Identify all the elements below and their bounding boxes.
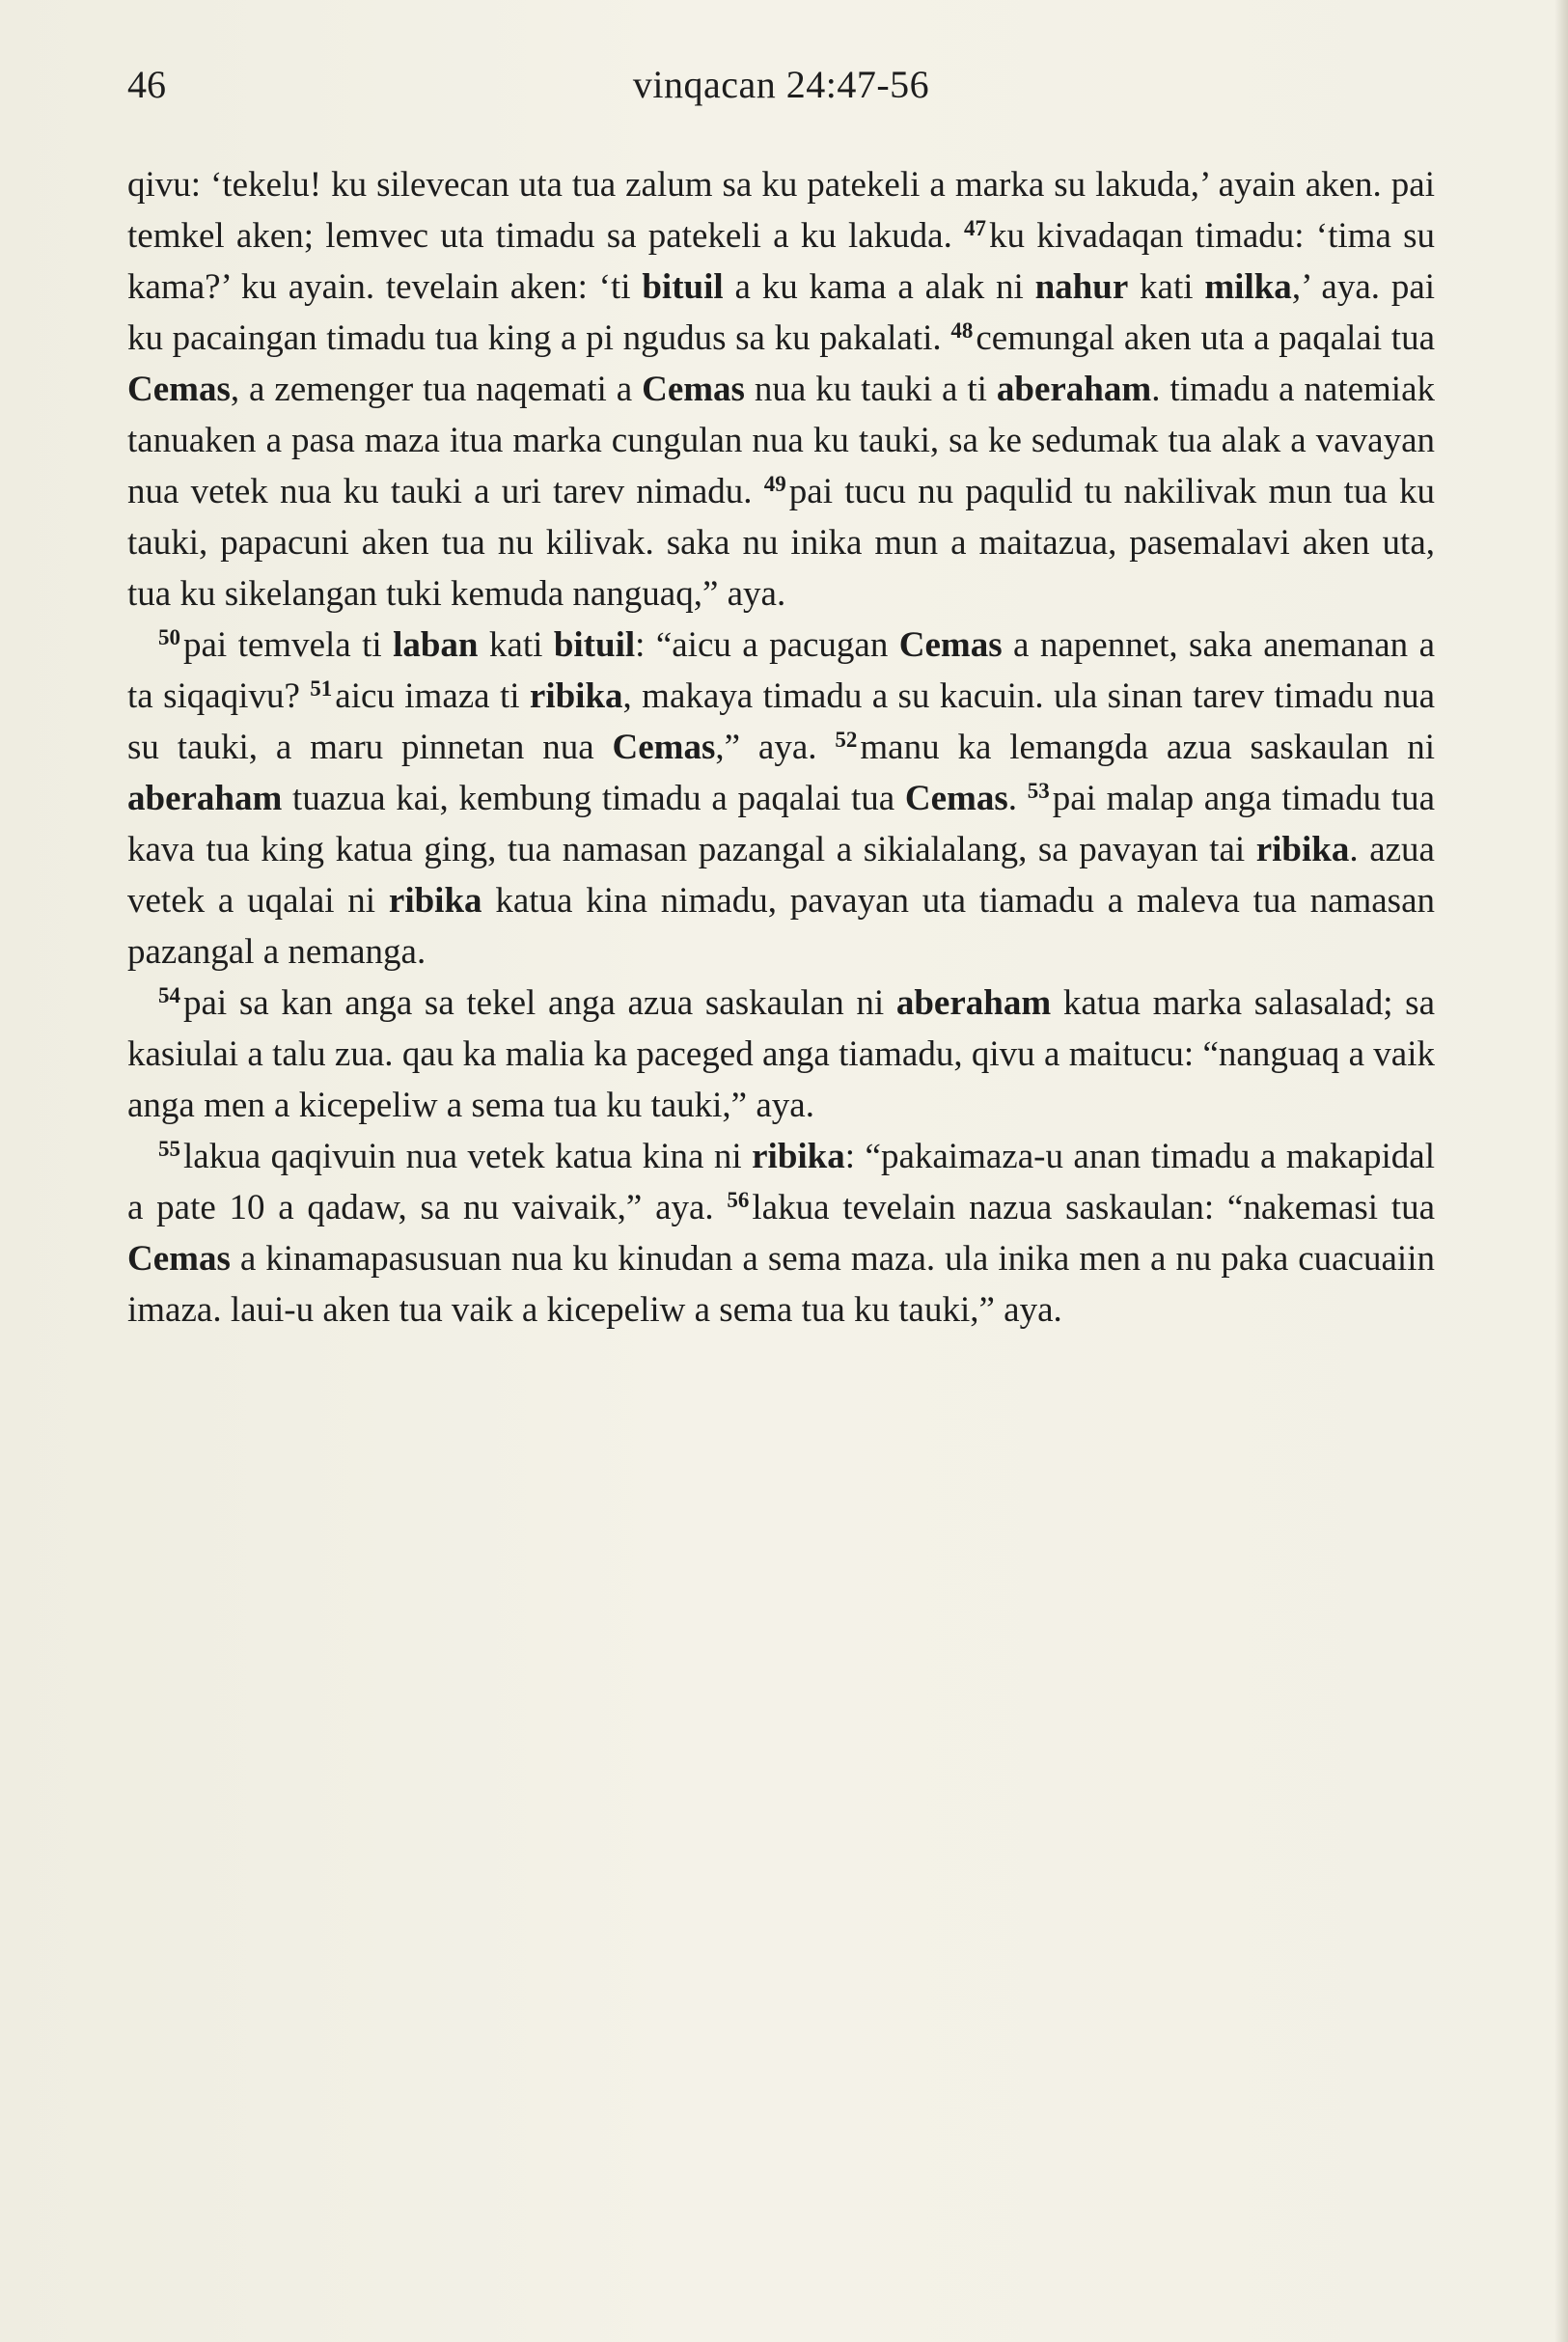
bold-name: Cemas xyxy=(642,370,745,409)
text-run: , makaya timadu a su kacuin. ula sinan tarev timadu nua su tauki, a maru pinnetan nua xyxy=(127,676,1435,767)
verse-number: 52 xyxy=(835,728,858,752)
text-run: kati xyxy=(478,625,554,665)
text-run: pai sa kan anga sa tekel anga azua saskaulan ni xyxy=(183,983,896,1023)
bold-name: Cemas xyxy=(904,779,1008,818)
text-run: : “aicu a pacugan xyxy=(635,625,899,665)
bold-name: ribika xyxy=(388,881,482,921)
text-run: katua kina nimadu, pavayan uta tiamadu a maleva tua namasan pazangal a nemanga. xyxy=(127,881,1436,972)
text-run: aicu imaza ti xyxy=(335,676,530,716)
text-run: kati xyxy=(1128,267,1205,307)
text-run: . timadu a natemiak tanuaken a pasa maza itua marka cungulan nua ku tauki, sa ke sedumak tua alak a vavayan nua vetek nua ku tauki a uri tarev nimadu. xyxy=(127,370,1435,511)
page-edge xyxy=(1554,0,1568,2342)
page-number: 46 xyxy=(127,63,166,106)
verse-number: 49 xyxy=(763,472,786,496)
text-run: manu ka lemangda azua saskaulan ni xyxy=(860,728,1436,767)
text-run: ku kivadaqan timadu: ‘tima su kama?’ ku ayain. tevelain aken: ‘ti xyxy=(127,216,1436,307)
body-text xyxy=(127,159,1435,1336)
verse-number: 50 xyxy=(158,625,180,649)
text-run: a kinamapasusuan nua ku kinudan a sema maza. ula inika men a nu paka cuacuaiin imaza. laui-u aken tua vaik a kicepeliw a sema tua ku tauki,” aya. xyxy=(127,1239,1435,1330)
bold-name: Cemas xyxy=(898,625,1003,665)
page-header xyxy=(127,56,1435,114)
text-run: ,’ aya. pai ku pacaingan timadu tua king a pi ngudus sa ku pakalati. xyxy=(127,267,1436,358)
bold-name: laban xyxy=(393,625,479,665)
paragraph xyxy=(127,620,1435,978)
bold-name: bituil xyxy=(642,267,724,307)
bold-name: Cemas xyxy=(127,370,231,409)
text-run: lakua qaqivuin nua vetek katua kina ni xyxy=(183,1137,753,1176)
bold-name: milka xyxy=(1204,267,1292,307)
verse-number: 53 xyxy=(1027,779,1050,803)
verse-number: 56 xyxy=(727,1188,750,1212)
bold-name: aberaham xyxy=(127,779,283,818)
paragraph xyxy=(127,159,1435,620)
bold-name: ribika xyxy=(529,676,623,716)
bold-name: ribika xyxy=(752,1137,845,1176)
text-run: a napennet, saka anemanan a ta siqaqivu? xyxy=(127,625,1435,716)
text-run: : “pakaimaza-u anan timadu a makapidal a pate 10 a qadaw, sa nu vaivaik,” aya. xyxy=(127,1137,1435,1227)
verse-number: 51 xyxy=(310,676,333,701)
paragraph xyxy=(127,978,1435,1131)
text-run: cemungal aken uta a paqalai tua xyxy=(976,318,1436,358)
text-run: katua marka salasalad; sa kasiulai a talu zua. qau ka malia ka paceged anga tiamadu, qivu a maitucu: “nanguaq a vaik anga men a kicepeliw a sema tua ku tauki,” aya. xyxy=(127,983,1435,1125)
text-run: pai temvela ti xyxy=(183,625,394,665)
bold-name: aberaham xyxy=(895,983,1052,1023)
bold-name: ribika xyxy=(1255,830,1350,869)
text-run: pai tucu nu paqulid tu nakilivak mun tua ku tauki, papacuni aken tua nu kilivak. saka nu inika mun a maitazua, pasemalavi aken uta, tua ku sikelangan tuki kemuda nanguaq,” aya. xyxy=(127,472,1435,614)
text-run: ,” aya. xyxy=(715,728,836,767)
bold-name: Cemas xyxy=(612,728,716,767)
verse-number: 55 xyxy=(158,1137,180,1161)
text-run: . xyxy=(1007,779,1028,818)
bold-name: Cemas xyxy=(127,1239,231,1279)
verse-number: 54 xyxy=(158,983,180,1007)
text-run: a ku kama a alak ni xyxy=(723,267,1035,307)
running-head: vinqacan 24:47-56 xyxy=(632,63,930,106)
text-run: , a zemenger tua naqemati a xyxy=(230,370,643,409)
bold-name: aberaham xyxy=(996,370,1152,409)
text-run: nua ku tauki a ti xyxy=(744,370,997,409)
text-run: . azua vetek a uqalai ni xyxy=(127,830,1435,921)
text-run: pai malap anga timadu tua kava tua king katua ging, tua namasan pazangal a sikialalang, sa pavayan tai xyxy=(127,779,1435,869)
paragraph xyxy=(127,1131,1435,1336)
text-run: lakua tevelain nazua saskaulan: “nakemasi tua xyxy=(752,1188,1436,1227)
bold-name: bituil xyxy=(553,625,636,665)
text-run: tuazua kai, kembung timadu a paqalai tua xyxy=(282,779,905,818)
verse-number: 48 xyxy=(950,318,974,343)
bold-name: nahur xyxy=(1034,267,1129,307)
verse-number: 47 xyxy=(964,216,987,240)
text-run: qivu: ‘tekelu! ku silevecan uta tua zalum sa ku patekeli a marka su lakuda,’ ayain aken. pai temkel aken; lemvec uta timadu sa patekeli a ku lakuda. xyxy=(127,165,1435,256)
